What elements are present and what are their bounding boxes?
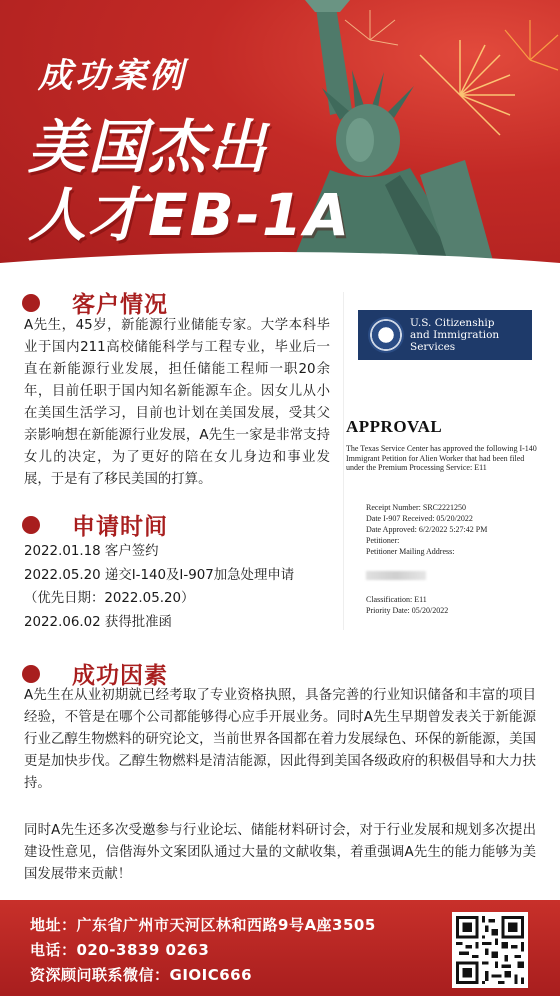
- approval-notice-image: [343, 292, 539, 630]
- hero-curve-divider: [0, 235, 560, 268]
- bullet-dot-icon: [22, 294, 40, 312]
- hero-subtitle: 成功案例: [38, 56, 186, 96]
- qr-code-icon[interactable]: [452, 912, 528, 988]
- footer-phone: 电话：020-3839 0263: [30, 941, 210, 959]
- hero-title-line1: 美国杰出: [28, 113, 269, 181]
- timeline-item: 2022.05.20 递交I-140及I-907加急处理申请: [24, 567, 295, 583]
- timeline-item: 2022.01.18 客户签约: [24, 544, 159, 559]
- bullet-dot-icon: [22, 665, 40, 683]
- approval-fields: Receipt Number: SRC2221250 Date I-907 Received: 05/20/2022 Date Approved: 6/2/2022 5:27:42 PM Petitioner: Petitioner Mailing Address: Classification: E11 Priority Date: 05/20/2022: [366, 503, 488, 615]
- dhs-seal-icon: [368, 317, 404, 353]
- hero-title-line2: 人才EB-1A: [28, 181, 352, 249]
- hero-banner: [0, 0, 560, 268]
- client-description: A先生，45岁，新能源行业储能专家。大学本科毕业于国内211高校储能科学与工程专业，毕业后一直在新能源行业发展，担任储能工程师一职20余年，目前任职于国内知名新能源车企。因女儿从小在美国生活学习，目前也计划在美国发展，受其父亲影响想在新能源行业发展，A先生一家是非常支持女儿的决定，为了更好的陪在女儿身边和事业发展，于是有了移民美国的打算。: [24, 318, 330, 487]
- approval-heading: APPROVAL: [346, 417, 443, 436]
- footer-address: 地址：广东省广州市天河区林和西路9号A座3505: [30, 916, 376, 934]
- bullet-dot-icon: [22, 516, 40, 534]
- timeline-item: （优先日期：2022.05.20）: [24, 591, 195, 606]
- success-paragraph-2: 同时A先生还多次受邀参与行业论坛、储能材料研讨会，对于行业发展和规划多次提出建设性意见，信偕海外文案团队通过大量的文献收集，着重强调A先生的能力能够为美国发展带来贡献！: [24, 823, 536, 882]
- section-heading-client: 客户情况: [22, 286, 168, 319]
- approval-paragraph: The Texas Service Center has approved the following I-140 Immigrant Petition for Alien Worker that had been filed under the Premium Processing Service: E11: [346, 444, 537, 473]
- redacted-address: [366, 571, 426, 580]
- footer-wechat: 资深顾问联系微信：GIOIC666: [30, 966, 253, 984]
- timeline-list: [24, 540, 334, 634]
- timeline-item: 2022.06.02 获得批准函: [24, 614, 172, 630]
- uscis-logo: U.S. Citizenship and Immigration Services: [358, 310, 532, 360]
- section-heading-success: 成功因素: [22, 657, 168, 690]
- success-paragraph-1: A先生在从业初期就已经考取了专业资格执照，具备完善的行业知识储备和丰富的项目经验，不管是在哪个公司都能够得心应手开展业务。同时A先生早期曾发表关于新能源行业乙醇生物燃料的研究论文，当前世界各国都在着力发展绿色、环保的新能源，美国更是加快步伐。乙醇生物燃料是清洁能源，因此得到美国各级政府的积极倡导和大力扶持。: [24, 688, 536, 791]
- section-heading-timeline: 申请时间: [22, 508, 168, 541]
